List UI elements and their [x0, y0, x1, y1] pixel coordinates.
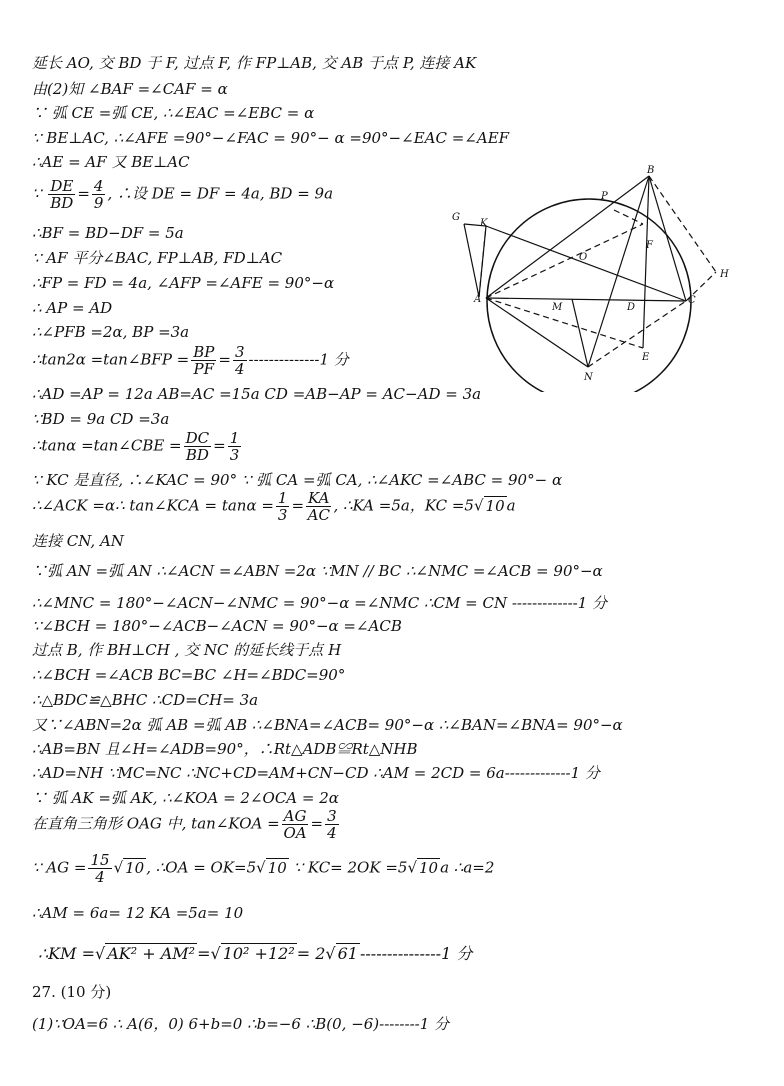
text: , ∴设 DE = DF = 4a, BD = 9a: [107, 184, 334, 203]
line-32: [38, 945, 472, 963]
fraction-ka-ac: $\frac{KA}{AC}$: [307, 489, 330, 524]
fraction-15-4: $\frac{15}{4}$: [90, 851, 110, 886]
fraction-4-9: $\frac{4}{9}$: [93, 177, 104, 212]
sqrt-sign: √: [407, 858, 417, 877]
line-18: 连接 CN, AN: [32, 532, 124, 550]
text: ∵ AG =: [32, 858, 87, 877]
segment-ac: [486, 298, 686, 301]
fraction-de-bd: $\frac{DE}{BD}$: [50, 177, 74, 212]
sqrt-sign: √: [95, 944, 106, 963]
line-16: ∵ KC 是直径, ∴∠KAC = 90° ∵ 弧 CA =弧 CA, ∴∠AKC =∠ABC = 90°− α: [32, 471, 563, 489]
line-8: ∵ AF 平分∠BAC, FP⊥AB, FD⊥AC: [32, 249, 283, 267]
segment-bc: [649, 176, 686, 301]
radicand: 10: [125, 858, 145, 877]
segment-bh: [649, 176, 716, 272]
line-14: ∵BD = 9a CD =3a: [32, 410, 170, 428]
label-a: A: [474, 294, 482, 305]
text: ∴∠ACK =α∴ tan∠KCA = tanα =: [32, 496, 274, 515]
fraction-dc-bd: $\frac{DC}{BD}$: [185, 429, 210, 464]
line-17: ∴∠ACK =α∴ tan∠KCA = tanα = $\frac{1}{3}$ = $\frac{KA}{AC}$ , ∴KA =5a，KC =5√ 10 a: [32, 489, 516, 524]
line-27: ∴AD=NH ∵MC=NC ∴NC+CD=AM+CN−CD ∴AM = 2CD = 6a-------------1 分: [32, 764, 600, 782]
line-20: ∴∠MNC = 180°−∠ACN−∠NMC = 90°−α =∠NMC ∴CM = CN -------------1 分: [32, 594, 608, 612]
line-2: 由(2)知 ∠BAF =∠CAF = α: [32, 80, 228, 98]
line-34: (1)∵OA=6 ∴ A(6，0) 6+b=0 ∴b=−6 ∴B(0, −6)--------1 分: [32, 1015, 450, 1033]
line-31: ∴AM = 6a= 12 KA =5a= 10: [32, 904, 244, 922]
text: 在直角三角形 OAG 中, tan∠KOA =: [32, 814, 280, 833]
line-4: ∵ BE⊥AC, ∴∠AFE =90°−∠FAC = 90°− α =90°−∠EAC =∠AEF: [32, 129, 510, 147]
line-5: ∴AE = AF 又 BE⊥AC: [32, 153, 190, 171]
text: , ∴OA = OK=5: [146, 858, 257, 877]
line-22: 过点 B, 作 BH⊥CH , 交 NC 的延长线于点 H: [32, 641, 342, 659]
segment-mn: [572, 299, 588, 367]
label-p: P: [601, 191, 608, 202]
line-12: ∴tan2α =tan∠BFP = $\frac{BP}{PF}$ = $\frac{3}{4}$ --------------1 分: [32, 343, 349, 378]
segment-nc: [588, 301, 686, 367]
label-f: F: [646, 240, 653, 251]
text: --------------1 分: [248, 350, 349, 369]
text: ∴tan2α =tan∠BFP =: [32, 350, 190, 369]
label-m: M: [552, 302, 563, 313]
sqrt-sign: √: [256, 858, 266, 877]
sqrt-sign: √: [113, 858, 124, 877]
line-11: ∴∠PFB =2α, BP =3a: [32, 323, 190, 341]
segment-an: [486, 298, 588, 367]
sqrt-sign: √: [325, 944, 336, 963]
text: = 2: [296, 944, 326, 963]
segment-be: [643, 176, 649, 348]
line-25: 又∵∠ABN=2α 弧 AB =弧 AB ∴∠BNA=∠ACB= 90°−α ∴∠BAN=∠BNA= 90°−α: [32, 716, 623, 734]
line-28: ∵ 弧 AK =弧 AK, ∴∠KOA = 2∠OCA = 2α: [32, 789, 339, 807]
sqrt-sign: √: [210, 944, 221, 963]
text: ∵: [32, 184, 42, 203]
segment-bn: [588, 176, 649, 367]
line-3: ∵ 弧 CE =弧 CE, ∴∠EAC =∠EBC = α: [32, 104, 315, 122]
line-9: ∴FP = FD = 4a, ∠AFP =∠AFE = 90°−α: [32, 274, 335, 292]
triangle-agk: [464, 224, 486, 297]
line-10: ∴ AP = AD: [32, 299, 113, 317]
label-k: K: [480, 218, 488, 229]
solid-lines: [464, 176, 686, 367]
text: ∴KM =: [38, 944, 96, 963]
line-6: ∵ $\frac{DE}{BD}$ = $\frac{4}{9}$ , ∴设 DE = DF = 4a, BD = 9a: [32, 177, 334, 212]
label-o: O: [579, 252, 588, 263]
sqrt-sign: √: [473, 496, 484, 515]
radicand: AK² + AM²: [107, 944, 196, 963]
segment-ak: [479, 226, 486, 297]
line-30: [32, 852, 494, 885]
label-b: B: [647, 165, 655, 176]
text: ∵ KC= 2OK =5: [288, 858, 408, 877]
radicand: 10: [419, 858, 439, 877]
label-n: N: [584, 372, 593, 383]
text: ---------------1 分: [359, 944, 473, 963]
label-h: H: [720, 269, 729, 280]
problem-27-heading: 27. (10 分): [32, 983, 112, 1001]
line-29: 在直角三角形 OAG 中, tan∠KOA = $\frac{AG}{OA}$ = $\frac{3}{4}$: [32, 807, 337, 842]
segment-ae: [486, 298, 643, 348]
text: =: [197, 944, 211, 963]
fraction-ag-oa: $\frac{AG}{OA}$: [283, 807, 307, 842]
label-e: E: [642, 352, 650, 363]
line-13: ∴AD =AP = 12a AB=AC =15a CD =AB−AP = AC−AD = 3a: [32, 385, 482, 403]
line-15: ∴tanα =tan∠CBE = $\frac{DC}{BD}$ = $\frac{1}{3}$: [32, 429, 240, 464]
geometry-figure: [444, 162, 744, 392]
text: , ∴KA =5a，KC =5: [333, 496, 474, 515]
line-21: ∵∠BCH = 180°−∠ACB−∠ACN = 90°−α =∠ACB: [32, 617, 402, 635]
segment-kc: [486, 226, 686, 301]
line-1: 延长 AO, 交 BD 于 F, 过点 F, 作 FP⊥AB, 交 AB 于点 P, 连接 AK: [32, 54, 477, 72]
line-23: ∴∠BCH =∠ACB BC=BC ∠H=∠BDC=90°: [32, 666, 346, 684]
radicand: 61: [337, 944, 358, 963]
text: ∴tanα =tan∠CBE =: [32, 436, 182, 455]
line-24: ∴△BDC≌△BHC ∴CD=CH= 3a: [32, 691, 259, 709]
label-d: D: [627, 302, 636, 313]
line-7: ∴BF = BD−DF = 5a: [32, 224, 184, 242]
fraction-3-4: $\frac{3}{4}$: [327, 807, 337, 842]
fraction-1-3: $\frac{1}{3}$: [229, 429, 240, 464]
label-g: G: [452, 212, 460, 223]
radicand: 10² +12²: [222, 944, 295, 963]
label-c: C: [688, 295, 696, 306]
line-19: ∵弧 AN =弧 AN ∴∠ACN =∠ABN =2α ∵MN // BC ∴∠NMC =∠ACB = 90°−α: [32, 562, 603, 580]
fraction-3-4: $\frac{3}{4}$: [234, 343, 245, 378]
text: a ∴a=2: [440, 858, 495, 877]
fraction-1-3: $\frac{1}{3}$: [277, 489, 288, 524]
radicand: 10: [267, 858, 287, 877]
line-26: ∴AB=BN 且∠H=∠ADB=90°，∴Rt△ADB≌Rt△NHB: [32, 740, 418, 758]
fraction-bp-pf: $\frac{BP}{PF}$: [193, 343, 215, 378]
radicand: 10: [485, 496, 505, 515]
text: a: [506, 496, 516, 515]
